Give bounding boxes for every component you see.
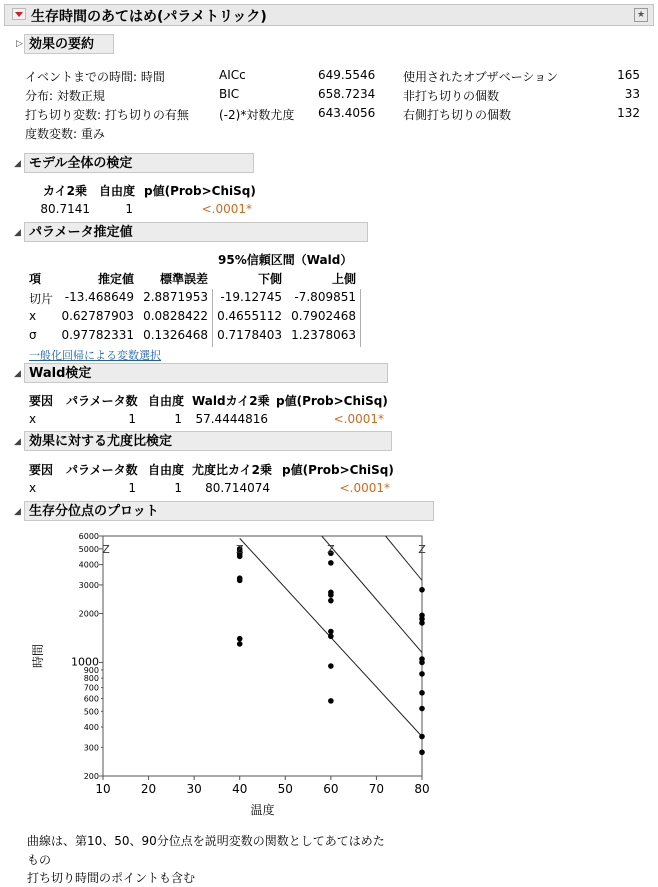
disclosure-expanded-icon[interactable]: ◢ [14,437,21,447]
column-divider [360,289,361,347]
y-tick-label: 3000 [78,580,99,590]
x-axis-label: 温度 [250,803,275,817]
page-title: 生存時間のあてはめ(パラメトリック) [31,9,267,25]
column-header: 下側 [257,272,282,286]
param-lower: 0.7178403 [217,328,282,342]
column-header: 要因 [29,463,54,477]
y-tick-label: 6000 [78,532,99,541]
pin-icon[interactable]: ★ [634,8,648,22]
param-stderr: 2.8871953 [143,290,208,304]
lr-header[interactable]: 効果に対する尤度比検定 [24,431,392,451]
lr-nparm: 1 [128,481,136,495]
param-lower: 0.4655112 [217,309,282,323]
y-tick-label: 1000 [71,655,99,669]
column-header: p値(Prob>ChiSq) [282,463,394,477]
p-value: <.0001* [201,202,252,216]
data-point [328,633,334,639]
data-point [328,560,334,566]
y-tick-label: 900 [83,665,99,675]
stat-label: (-2)*対数尤度 [219,108,295,122]
column-header: 自由度 [148,394,185,408]
wald-header[interactable]: Wald検定 [24,363,388,383]
disclosure-expanded-icon[interactable]: ◢ [14,228,21,238]
censor-marker: Z [418,542,426,556]
count-value: 33 [624,87,640,101]
data-point [237,578,243,584]
column-header: 上側 [331,272,356,286]
x-tick-label: 80 [414,782,430,796]
count-label: 非打ち切りの個数 [403,89,500,103]
param-stderr: 0.0828422 [143,309,208,323]
y-tick-label: 300 [83,743,99,753]
stat-value: 643.4056 [318,106,376,120]
data-point [237,636,243,642]
censor-marker: Z [327,542,335,556]
wald-df: 1 [174,412,182,426]
column-header: 自由度 [148,463,185,477]
param-estimate: 0.97782331 [61,328,134,342]
chisq-value: 80.7141 [40,202,90,216]
y-tick-label: 800 [83,674,99,684]
censor-marker: Z [102,542,110,556]
params-header[interactable]: パラメータ推定値 [24,222,368,242]
param-lower: -19.12745 [220,290,282,304]
x-tick-label: 30 [186,782,202,796]
summary-label: 分布: 対数正規 [25,89,105,103]
param-estimate: -13.468649 [64,290,134,304]
data-point [328,698,334,704]
param-upper: -7.809851 [294,290,356,304]
disclosure-expanded-icon[interactable]: ◢ [14,159,21,169]
column-header: Waldカイ2乗 [192,394,270,408]
censor-marker: Z [235,542,244,556]
whole-model-header[interactable]: モデル全体の検定 [24,153,254,173]
summary-label: 打ち切り変数: 打ち切りの有無 [25,108,189,122]
stat-label: BIC [219,87,240,101]
wald-term: x [29,412,37,426]
y-tick-label: 200 [83,772,99,781]
plot-note: もの [27,853,52,867]
lr-chisq: 80.714074 [205,481,270,495]
stat-value: 649.5546 [318,68,376,82]
y-tick-label: 5000 [78,544,99,554]
y-tick-label: 2000 [78,609,99,619]
plot-note: 打ち切り時間のポイントも含む [27,871,196,885]
wald-chisq: 57.4444816 [195,412,268,426]
data-point [328,663,334,669]
column-header: 要因 [29,394,54,408]
column-header: 推定値 [97,272,134,286]
param-stderr: 0.1326468 [143,328,208,342]
count-label: 右側打ち切りの個数 [403,108,512,122]
lr-term: x [29,481,37,495]
count-label: 使用されたオブザベーション [403,70,559,84]
data-point [237,641,243,647]
data-point [419,587,425,593]
wald-p-value: <.0001* [333,412,384,426]
column-header: p値(Prob>ChiSq) [144,184,256,198]
df-value: 1 [125,202,133,216]
column-header: パラメータ数 [66,463,138,477]
plot-header[interactable]: 生存分位点のプロット [24,501,434,521]
column-header: p値(Prob>ChiSq) [276,394,388,408]
data-point [328,598,334,604]
column-header: 項 [29,272,42,286]
x-tick-label: 20 [140,782,157,796]
y-axis-label: 時間 [31,643,45,669]
red-triangle-menu-icon[interactable] [12,8,26,20]
data-point [419,734,425,740]
param-upper: 1.2378063 [291,328,356,342]
data-point [419,620,425,626]
count-value: 165 [617,68,640,82]
data-point [328,592,334,598]
x-tick-label: 40 [232,782,248,796]
count-value: 132 [617,106,640,120]
summary-label: イベントまでの時間: 時間 [25,70,165,84]
y-tick-label: 600 [83,694,99,704]
lr-p-value: <.0001* [339,481,390,495]
column-header: カイ2乗 [43,184,87,198]
column-header: 尤度比カイ2乗 [192,463,272,477]
y-tick-label: 4000 [78,560,99,570]
summary-header[interactable]: 効果の要約 [24,34,114,54]
data-point [419,671,425,677]
y-tick-label: 500 [83,707,99,717]
plot-note: 曲線は、第10、50、90分位点を説明変数の関数としてあてはめた [27,834,385,848]
x-tick-label: 60 [323,782,339,796]
param-term: x [29,309,37,323]
x-tick-label: 50 [277,782,293,796]
column-header: 標準誤差 [159,272,208,286]
quantile-plot[interactable] [0,525,440,825]
disclosure-expanded-icon[interactable]: ◢ [14,507,21,517]
x-tick-label: 70 [368,782,385,796]
plot-frame [103,536,422,776]
column-header: 自由度 [99,184,136,198]
disclosure-expanded-icon[interactable]: ◢ [14,369,21,379]
param-term: σ [29,328,37,342]
data-point [419,660,425,666]
param-term: 切片 [29,292,54,306]
lr-df: 1 [174,481,182,495]
data-point [419,690,425,696]
column-header: パラメータ数 [66,394,138,408]
data-point [419,749,425,755]
summary-label: 度数変数: 重み [25,127,105,141]
ci-header: 95%信頼区間（Wald） [218,253,353,267]
x-tick-label: 10 [95,782,111,796]
data-point [419,706,425,712]
y-tick-label: 700 [83,683,99,693]
y-tick-label: 400 [83,723,99,733]
param-upper: 0.7902468 [291,309,356,323]
stat-label: AICc [219,68,246,82]
wald-nparm: 1 [128,412,136,426]
variable-selection-link[interactable]: 一般化回帰による変数選択 [29,349,161,362]
disclosure-collapsed-icon[interactable]: ▷ [16,39,23,49]
param-estimate: 0.62787903 [61,309,134,323]
stat-value: 658.7234 [318,87,376,101]
